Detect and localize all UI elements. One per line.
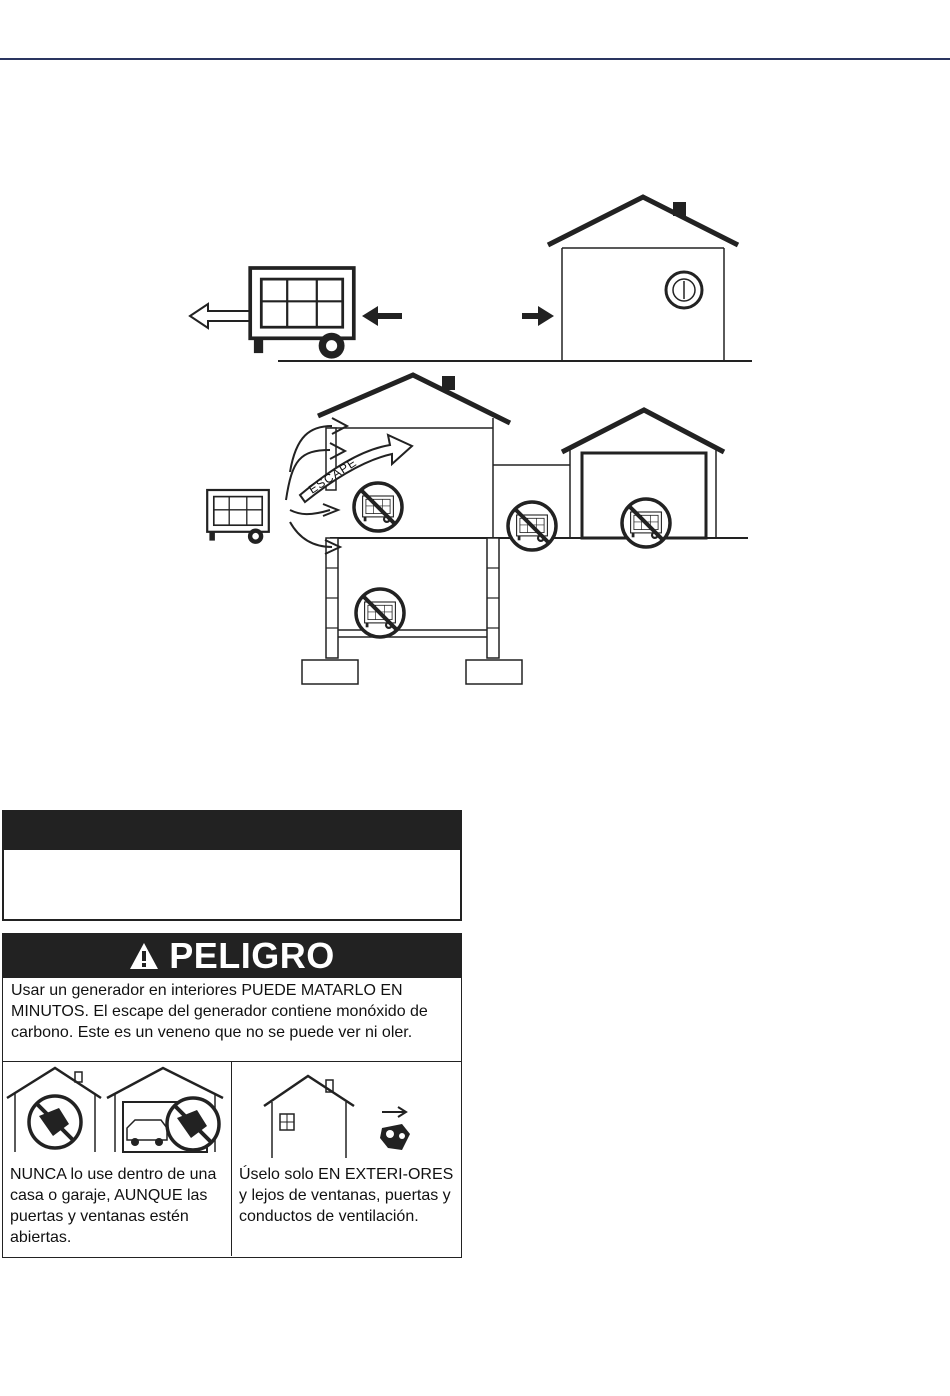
arrow-icon bbox=[382, 1107, 406, 1117]
danger-message: Usar un generador en interiores PUEDE MATARLO EN MINUTOS. El escape del generador contiene monóxido de carbono. Este es un veneno que no se puede ver ni oler. bbox=[3, 978, 461, 1062]
outdoors-only-text: Úselo solo EN EXTERI-ORES y lejos de ventanas, puertas y conductos de ventilación. bbox=[239, 1166, 454, 1225]
never-indoors-text: NUNCA lo use dentro de una casa o garaje, AUNQUE las puertas y ventanas estén abiertas. bbox=[10, 1166, 217, 1246]
danger-header bbox=[3, 934, 461, 978]
warning-triangle-icon bbox=[129, 942, 159, 970]
generator-placement-diagram bbox=[0, 150, 950, 700]
panel-outdoors-only bbox=[232, 1062, 461, 1256]
header-rule bbox=[0, 58, 950, 60]
panel-never-indoors bbox=[3, 1062, 232, 1256]
blank-warning-header bbox=[4, 812, 460, 850]
no-indoor-use-illustration bbox=[3, 1062, 231, 1162]
danger-title: PELIGRO bbox=[169, 935, 335, 976]
outdoor-use-illustration bbox=[232, 1062, 460, 1162]
escape-label: ESCAPE bbox=[306, 454, 360, 497]
blank-warning-box bbox=[2, 810, 462, 921]
danger-label bbox=[2, 933, 462, 1258]
